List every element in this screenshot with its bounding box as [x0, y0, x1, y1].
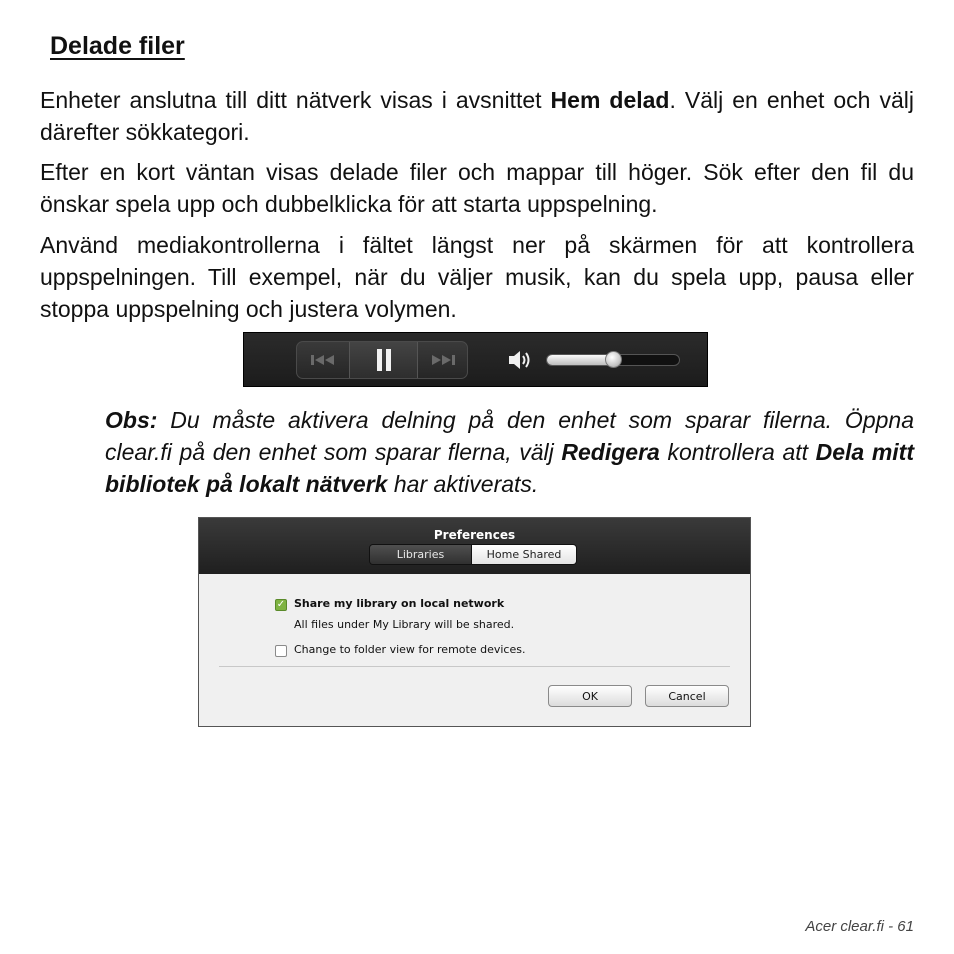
p1-bold: Hem delad: [550, 87, 670, 113]
preferences-dialog: [198, 517, 751, 727]
media-control-bar: [243, 332, 708, 387]
share-library-description: All files under My Library will be shared.: [294, 618, 515, 631]
speaker-icon[interactable]: [508, 349, 534, 376]
note-text-3: har aktiverats.: [387, 471, 539, 497]
cancel-button[interactable]: Cancel: [645, 685, 729, 707]
paragraph-1: [40, 84, 914, 148]
skip-back-icon: [310, 354, 336, 366]
next-track-button[interactable]: [417, 342, 469, 378]
playback-controls: [296, 341, 468, 379]
p1-text-end: . Välj en enhet och välj därefter sökkategori.: [40, 87, 914, 145]
folder-view-label[interactable]: Change to folder view for remote devices.: [294, 643, 526, 656]
dialog-header: [199, 518, 750, 574]
note-text-1: Du måste aktivera delning på den enhet som sparar filerna. Öppna clear.fi på den enhet som sparar flerna, välj: [105, 407, 914, 465]
note-bold-edit: Redigera: [561, 439, 660, 465]
folder-view-checkbox[interactable]: [275, 645, 287, 657]
tab-home-shared[interactable]: Home Shared: [472, 545, 576, 564]
page-footer: Acer clear.fi - 61: [805, 918, 914, 935]
tab-libraries[interactable]: Libraries: [370, 545, 472, 564]
ok-button[interactable]: OK: [548, 685, 632, 707]
volume-slider-fill: [547, 355, 614, 365]
dialog-divider: [219, 666, 730, 667]
skip-forward-icon: [430, 354, 456, 366]
dialog-body: [199, 574, 750, 726]
dialog-title: Preferences: [433, 528, 516, 542]
previous-track-button[interactable]: [297, 342, 349, 378]
volume-slider-knob[interactable]: [605, 351, 622, 368]
note-text-2: kontrollera att: [659, 439, 816, 465]
note-label: Obs:: [105, 407, 158, 433]
share-library-label[interactable]: Share my library on local network: [294, 597, 505, 610]
paragraph-2: Efter en kort väntan visas delade filer och mappar till höger. Sök efter den fil du önskar spela upp och dubbelklicka för att starta uppspelning.: [40, 159, 914, 217]
note-paragraph: [105, 404, 914, 500]
paragraph-3: Använd mediakontrollerna i fältet längst ner på skärmen för att kontrollera uppspelningen. Till exempel, när du väljer musik, kan du spela upp, pausa eller stoppa uppspelning och justera volymen.: [40, 232, 914, 322]
section-heading: Delade filer: [50, 32, 185, 60]
note-bold-share: Dela mitt bibliotek på lokalt nätverk: [105, 439, 914, 497]
p1-text: Enheter anslutna till ditt nätverk visas i avsnittet: [40, 87, 551, 113]
dialog-tabs: [369, 544, 577, 565]
share-library-checkbox[interactable]: [275, 599, 287, 611]
checkmark-icon: ✓: [276, 599, 286, 610]
pause-icon: [376, 349, 392, 371]
pause-button[interactable]: [349, 342, 418, 378]
